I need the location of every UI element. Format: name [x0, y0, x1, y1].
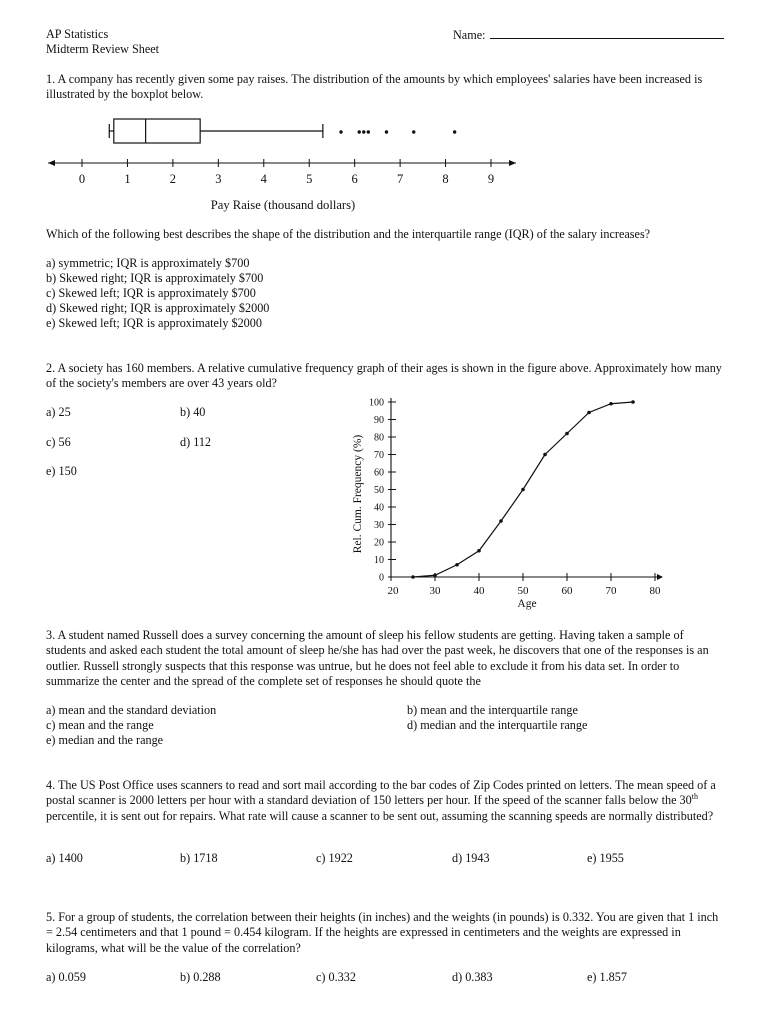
q5-option-a: a) 0.059: [46, 970, 86, 984]
boxplot-outlier: [358, 130, 361, 133]
q5-option-c: c) 0.332: [316, 970, 356, 984]
cf-x-tick-label: 30: [429, 585, 441, 597]
cf-y-tick-label: 0: [379, 572, 384, 584]
q4-option-c: c) 1922: [316, 851, 353, 865]
boxplot-tick-label: 4: [260, 172, 267, 186]
boxplot-tick-label: 7: [396, 172, 404, 186]
q2-option-e: e) 150: [46, 464, 77, 478]
boxplot-tick-label: 5: [306, 172, 313, 186]
cf-y-tick-label: 10: [374, 555, 384, 566]
q4-text-part2: percentile, it is sent out for repairs. What rate will cause a scanner to be sent out, assuming the scanning speeds are normally distributed?: [46, 808, 714, 823]
boxplot-axis: [48, 159, 516, 186]
boxplot-tick-label: 0: [78, 172, 86, 186]
boxplot-axis-arrow-left: [48, 160, 55, 166]
q2-option-c: c) 56: [46, 435, 71, 449]
boxplot-outlier: [453, 130, 456, 133]
q3-option-e: e) median and the range: [46, 733, 164, 747]
cf-x-tick-label: 40: [473, 585, 485, 597]
q4-superscript: th: [691, 792, 698, 802]
boxplot-outlier: [339, 130, 342, 133]
cf-x-tick-label: 70: [605, 585, 617, 597]
cf-y-tick-label: 70: [374, 450, 384, 461]
q3-option-c: c) mean and the range: [46, 718, 154, 732]
cf-y-tick-label: 20: [374, 537, 384, 549]
cf-ylabel: Rel. Cum. Frequency (%): [352, 434, 364, 554]
boxplot-outlier: [412, 130, 415, 133]
q4-text-part1: 4. The US Post Office uses scanners to read and sort mail according to the bar codes of Zip Codes printed on letters. The mean speed of a postal scanner is 2000 letters per hour with a standard deviation of 150 letters per hour. If the speed of the scanner falls below the 30: [46, 778, 716, 808]
cf-y-tick-label: 50: [374, 485, 384, 496]
cf-data-point: [521, 488, 525, 492]
q2-option-b: b) 40: [180, 405, 206, 419]
q5-option-e: e) 1.857: [587, 970, 627, 984]
q2-option-d: d) 112: [180, 435, 212, 449]
cf-axes: [369, 398, 663, 598]
q2-text: 2. A society has 160 members. A relative cumulative frequency graph of their ages is shown in the figure above. Approximately how many of the society's members are over 43 years old?: [46, 361, 722, 391]
q4-option-e: e) 1955: [587, 851, 624, 865]
cf-data-point: [455, 563, 459, 567]
q1-option-d: d) Skewed right; IQR is approximately $2000: [46, 301, 270, 315]
cf-data-point: [609, 402, 613, 406]
cf-y-tick-label: 80: [374, 432, 384, 444]
cf-data-point: [411, 575, 415, 579]
cf-data-point: [631, 400, 635, 404]
q2-option-a: a) 25: [46, 405, 71, 419]
q1-question: Which of the following best describes the shape of the distribution and the interquartile range (IQR) of the salary increases?: [46, 227, 651, 241]
q5-text: 5. For a group of students, the correlation between their heights (in inches) and the weights (in pounds) is 0.332. You are given that 1 inch = 2.54 centimeters and that 1 pound = 0.454 kilogram. If the heights are expressed in centimeters and the weights are expressed in kilograms, what will be the value of the correlation?: [46, 910, 719, 955]
boxplot-outlier: [367, 130, 370, 133]
cf-data-point: [499, 519, 503, 523]
cf-y-tick-label: 30: [374, 520, 384, 531]
q4-option-b: b) 1718: [180, 851, 218, 865]
boxplot-outlier: [385, 130, 388, 133]
cf-xlabel: Age: [517, 598, 537, 610]
q1-option-e: e) Skewed left; IQR is approximately $2000: [46, 316, 262, 330]
cf-x-axis-arrow: [657, 574, 663, 580]
name-label: Name:: [453, 28, 486, 42]
sheet-title: Midterm Review Sheet: [46, 42, 160, 56]
cf-x-tick-label: 80: [649, 585, 661, 597]
q4-option-a: a) 1400: [46, 851, 83, 865]
q1-option-c: c) Skewed left; IQR is approximately $700: [46, 286, 256, 300]
boxplot-xlabel: Pay Raise (thousand dollars): [210, 198, 356, 212]
boxplot-axis-arrow-right: [509, 160, 516, 166]
q1-option-b: b) Skewed right; IQR is approximately $700: [46, 271, 264, 285]
q3-option-d: d) median and the interquartile range: [407, 718, 588, 732]
cf-y-tick-label: 60: [374, 467, 384, 479]
q5-option-b: b) 0.288: [180, 970, 221, 984]
q3-text: 3. A student named Russell does a survey concerning the amount of sleep his fellow students are getting. Having taken a sample of students and asked each student the total amount of sleep he/she has had over the past week, he discovers that one of the responses is an outlier. Russell strongly suspects that this response was untrue, but he does not feel able to exclude it from his data set. In order to summarize the center and the spread of the complete set of responses he should quote the: [46, 628, 709, 689]
course-title: AP Statistics: [46, 27, 109, 41]
q3-option-a: a) mean and the standard deviation: [46, 703, 217, 717]
cf-y-tick-label: 100: [369, 397, 384, 409]
cf-data-point: [565, 432, 569, 436]
boxplot-outlier: [362, 130, 365, 133]
cf-data-point: [433, 573, 437, 577]
cumulative-frequency-chart: [0, 390, 768, 620]
boxplot-tick-label: 9: [487, 172, 495, 186]
name-field: [453, 27, 724, 43]
name-blank-line: [490, 27, 724, 39]
q5-option-d: d) 0.383: [452, 970, 493, 984]
q1-option-a: a) symmetric; IQR is approximately $700: [46, 256, 250, 270]
boxplot-tick-label: 1: [124, 172, 131, 186]
cf-y-tick-label: 40: [374, 502, 384, 514]
boxplot-tick-label: 3: [215, 172, 222, 186]
boxplot-elements: [109, 119, 456, 143]
cf-data-point: [477, 549, 481, 553]
boxplot-tick-label: 8: [442, 172, 449, 186]
cf-x-tick-label: 50: [517, 585, 529, 597]
q3-option-b: b) mean and the interquartile range: [407, 703, 578, 717]
cf-y-tick-label: 90: [374, 415, 384, 426]
cf-data-point: [543, 453, 547, 457]
boxplot-tick-label: 2: [169, 172, 177, 186]
cf-data-point: [587, 411, 591, 415]
q1-text: 1. A company has recently given some pay raises. The distribution of the amounts by which employees' salaries have been increased is illustrated by the boxplot below.: [46, 72, 703, 102]
q4-text: [46, 778, 722, 824]
cf-x-tick-label: 60: [561, 585, 573, 597]
q4-option-d: d) 1943: [452, 851, 490, 865]
boxplot-tick-label: 6: [351, 172, 358, 186]
cf-series: [411, 400, 635, 579]
cf-x-tick-label: 20: [387, 585, 399, 597]
boxplot-box: [114, 119, 200, 143]
